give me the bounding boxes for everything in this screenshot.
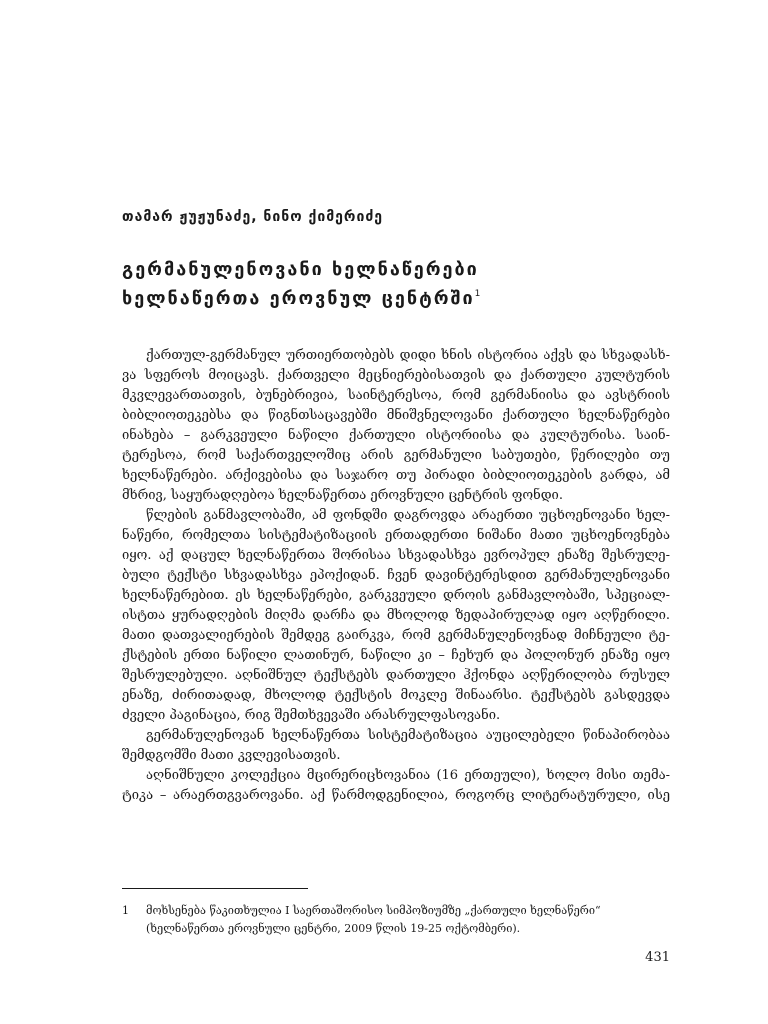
article-title-line-1: გერმანულენოვანი ხელნაწერები (122, 259, 479, 280)
body-line: ქსტების ერთი ნაწილი ლათინურ, ნაწილი კი – ჩეხურ და პოლონურ ენაზე იყო (122, 648, 670, 663)
body-line: ხელნაწერები. არქივებისა და საჯარო თუ პირადი ბიბლიოთეკების გარდა, ამ (122, 468, 670, 483)
page-number: 431 (645, 950, 670, 965)
body-line: ძველი პაგინაცია, რიგ შემთხვევაში არასრულფასოვანი. (122, 708, 501, 723)
body-line: ვა სფეროს მოიცავს. ქართველი მეცნიერებისათვის და ქართული კულტურის (122, 368, 670, 383)
article-title-line-2: ხელნაწერთა ეროვნულ ცენტრში$^1$ (122, 288, 481, 309)
body-line: შემდგომში მათი კვლევისათვის. (122, 748, 341, 763)
body-line: გერმანულენოვან ხელნაწერთა სისტემატიზაცია აუცილებელი წინაპირობაა (146, 728, 670, 743)
body-line: ენაზე, ძირითადად, მხოლოდ ტექსტის მოკლე შინაარსი. ტექსტებს გასდევდა (122, 688, 670, 703)
body-line: ბული ტექსტი სხვადასხვა ეპოქიდან. ჩვენ დავინტერესდით გერმანულენოვანი (122, 568, 670, 583)
body-line: წლების განმავლობაში, ამ ფონდში დაგროვდა არაერთი უცხოენოვანი ხელ- (146, 508, 670, 523)
footnote-mark: 1 (122, 904, 129, 917)
body-line: ბიბლიოთეკებსა და წიგნთსაცავებში მნიშვნელოვანი ქართული ხელნაწერები (122, 408, 670, 423)
author-names: თამარ ჟუჟუნაძე, ნინო ქიმერიძე (122, 209, 384, 225)
body-line: აღნიშნული კოლექცია მცირერიცხოვანია (16 ერთეული), ხოლო მისი თემა- (146, 768, 670, 783)
body-line: შესრულებული. აღნიშნულ ტექსტებს დართული ჰქონდა აღწერილობა რუსულ (122, 668, 670, 683)
body-line: ნაწერი, რომელთა სისტემატიზაციის ერთადერთი ნიშანი მათი უცხოენოვნება (122, 528, 670, 543)
body-line: ინახება – გარკვეული ნაწილი ქართული ისტორიისა და კულტურისა. საინ- (122, 428, 670, 443)
body-line: ტერესოა, რომ საქართველოშიც არის გერმანული საბუთები, წერილები თუ (122, 448, 670, 463)
body-line: იყო. აქ დაცულ ხელნაწერთა შორისაა სხვადასხვა ევროპულ ენაზე შესრულე- (122, 548, 670, 563)
body-line: ქართულ-გერმანულ ურთიერთობებს დიდი ხნის ისტორია აქვს და სხვადასხ- (146, 348, 670, 363)
body-line: ხელნაწერებით. ეს ხელნაწერები, გარკვეული დროის განმავლობაში, სპეციალ- (122, 588, 670, 603)
body-line: მხრივ, საყურადღებოა ხელნაწერთა ეროვნული ცენტრის ფონდი. (122, 488, 563, 503)
footnote-line-2: (ხელნაწერთა ეროვნული ცენტრი, 2009 წლის 19-25 ოქტომბერი). (146, 922, 521, 935)
body-line: მათი დათვალიერების შემდეგ გაირკვა, რომ გერმანულენოვნად მიჩნეული ტე- (122, 628, 670, 643)
body-line: ისტთა ყურადღების მიღმა დარჩა და მხოლოდ ზედაპირულად იყო აღწერილი. (122, 608, 670, 623)
body-line: მკვლევართათვის, ბუნებრივია, საინტერესოა, რომ გერმანიისა და ავსტრიის (122, 388, 670, 403)
footnote-divider (122, 888, 308, 889)
footnote-line-1: 1 მოხსენება წაკითხულია I საერთაშორისო სიმპოზიუმზე „ქართული ხელნაწერი“ (122, 902, 670, 920)
body-line: ტიკა – არაერთგვაროვანი. აქ წარმოდგენილია, როგორც ლიტერატურული, ისე (122, 788, 670, 803)
footnote-reference: 1 (474, 289, 481, 299)
